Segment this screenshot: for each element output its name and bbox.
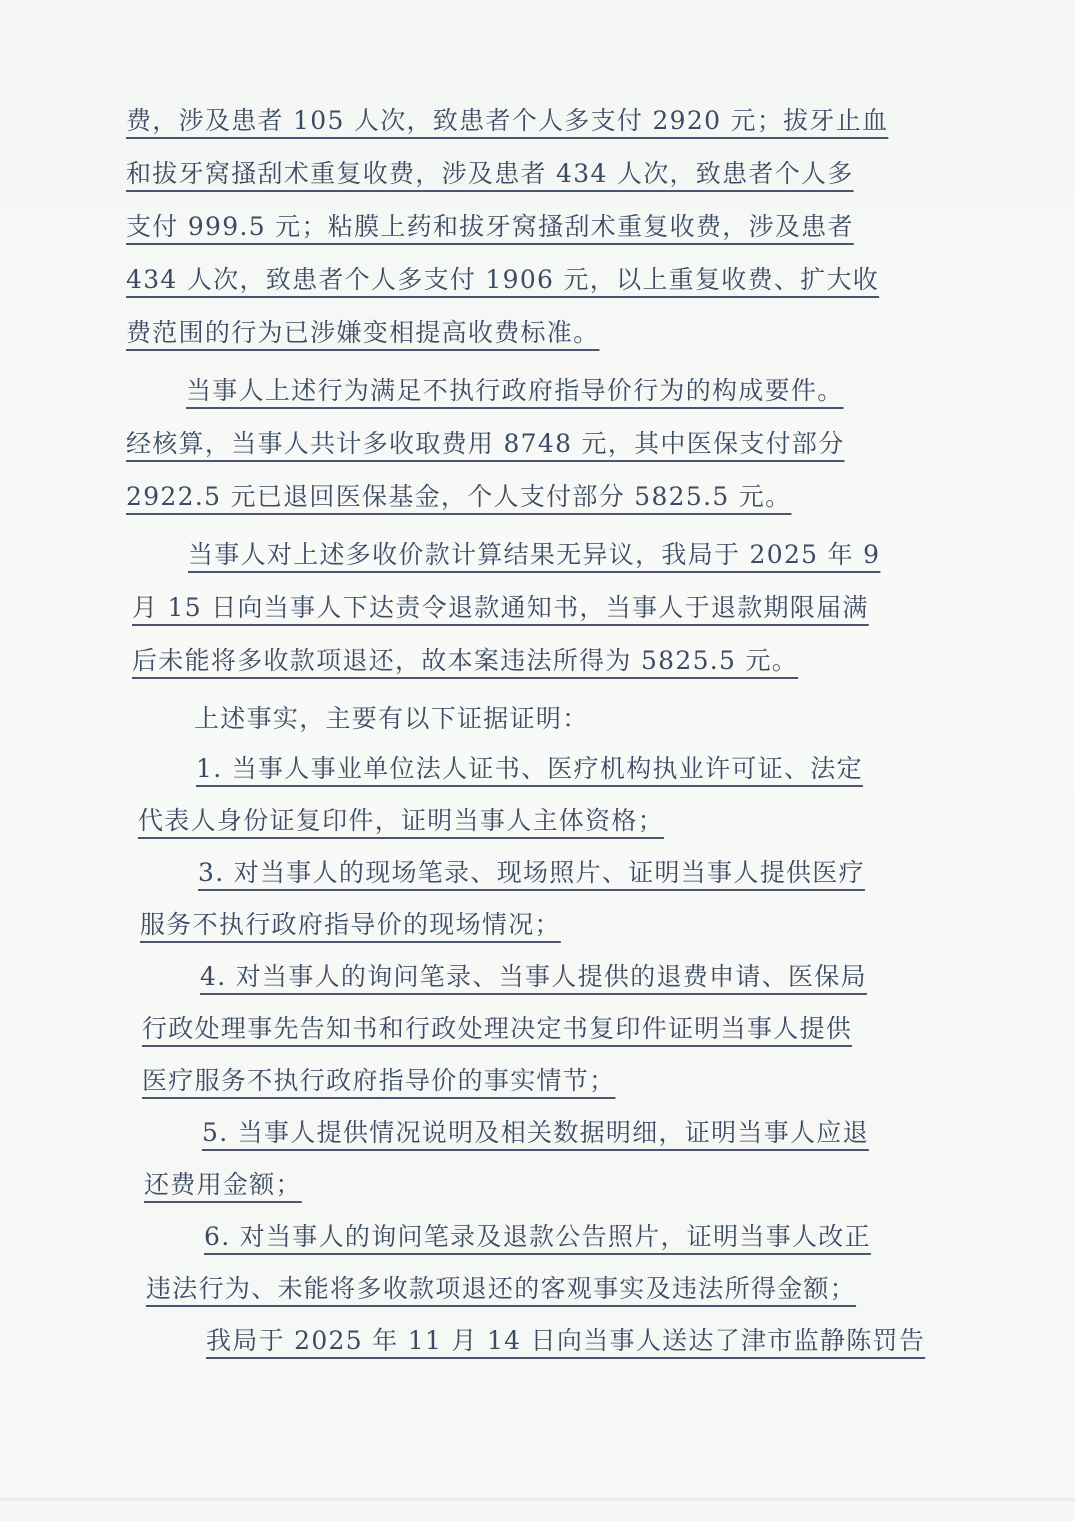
evidence-item: 行政处理事先告知书和行政处理决定书复印件证明当事人提供 <box>142 1014 853 1043</box>
evidence-item: 1. 当事人事业单位法人证书、医疗机构执业许可证、法定 <box>196 754 863 783</box>
text-line: 和拔牙窝搔刮术重复收费，涉及患者 434 人次，致患者个人多 <box>126 159 854 188</box>
text-line: 当事人上述行为满足不执行政府指导价行为的构成要件。 <box>186 376 844 405</box>
evidence-item: 医疗服务不执行政府指导价的事实情节； <box>142 1066 616 1095</box>
evidence-item: 服务不执行政府指导价的现场情况； <box>140 910 561 939</box>
evidence-item: 4. 对当事人的询问笔录、当事人提供的退费申请、医保局 <box>200 962 867 991</box>
text-line: 支付 999.5 元；粘膜上药和拔牙窝搔刮术重复收费，涉及患者 <box>126 212 854 241</box>
text-line: 当事人对上述多收价款计算结果无异议，我局于 2025 年 9 <box>188 540 881 569</box>
evidence-item: 5. 当事人提供情况说明及相关数据明细，证明当事人应退 <box>202 1118 869 1147</box>
text-line: 经核算，当事人共计多收取费用 8748 元，其中医保支付部分 <box>126 429 845 458</box>
text-line: 费范围的行为已涉嫌变相提高收费标准。 <box>126 318 600 347</box>
evidence-item: 还费用金额； <box>144 1170 302 1199</box>
text-line: 我局于 2025 年 11 月 14 日向当事人送达了津市监静陈罚告 <box>206 1326 926 1355</box>
text-line: 月 15 日向当事人下达责令退款通知书，当事人于退款期限届满 <box>132 593 869 622</box>
text-line: 2922.5 元已退回医保基金，个人支付部分 5825.5 元。 <box>126 482 792 511</box>
evidence-item: 代表人身份证复印件，证明当事人主体资格； <box>138 806 665 835</box>
evidence-item: 3. 对当事人的现场笔录、现场照片、证明当事人提供医疗 <box>198 858 865 887</box>
evidence-item: 6. 对当事人的询问笔录及退款公告照片，证明当事人改正 <box>204 1222 871 1251</box>
text-line: 费，涉及患者 105 人次，致患者个人多支付 2920 元；拔牙止血 <box>126 106 889 135</box>
text-line: 434 人次，致患者个人多支付 1906 元，以上重复收费、扩大收 <box>126 265 880 294</box>
section-heading: 上述事实，主要有以下证据证明： <box>194 704 589 733</box>
evidence-item: 违法行为、未能将多收款项退还的客观事实及违法所得金额； <box>146 1274 857 1303</box>
scan-edge <box>0 1498 1075 1501</box>
text-line: 后未能将多收款项退还，故本案违法所得为 5825.5 元。 <box>132 646 799 675</box>
